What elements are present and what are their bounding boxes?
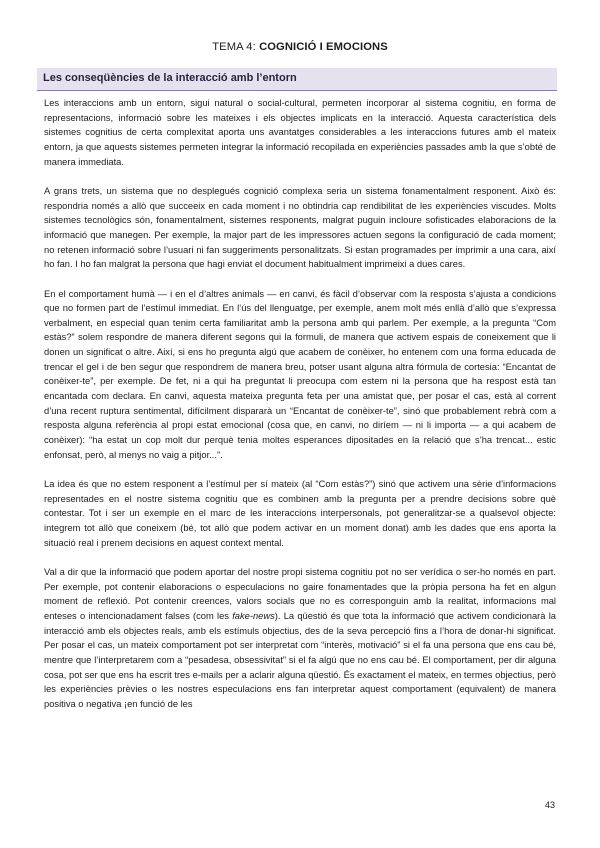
paragraph-5 — [44, 565, 556, 712]
chapter-header — [0, 41, 600, 53]
section-title: Les conseqüències de la interacció amb l’entorn — [43, 72, 297, 84]
body-text — [44, 96, 556, 726]
paragraph-3: En el comportament humà — i en el d’altres animals — en canvi, és fàcil d’observar com la resposta s’ajusta a condicions que no formen part de l’estímul immediat. En l’ús del llenguatge, per exemple, anem molt més enllà d’allò que s’expressa verbalment, en especial quan tenim certa familiaritat amb la persona amb qui parlem. Per exemple, a la pregunta “Com estàs?” solem respondre de manera diferent segons qui la formuli, de manera que activem espais de coneixement que li donen un significat o altre. Així, si ens ho pregunta algú que acabem de conèixer, ho entenem com una forma educada de trencar el gel i de ben segur que respondrem de manera breu, potser usant alguna altra fórmula de cortesia: “Encantat de conèixer-te”, per exemple. De fet, ni a qui ha preguntat li preocupa com estem ni la persona que ha respost està tan encantada com declara. En canvi, aquesta mateixa pregunta feta per una amistat que, per posar el cas, està al corrent d’una recent ruptura sentimental, difícilment dispararà un “Encantat de conèixer-te”, sinó que probablement rebrà com a resposta alguna referència al propi estat emocional (cosa que, en canvi, no diríem — ni li importa — a qui acabem de conèixer): “ha estat un cop molt dur perquè tenia moltes esperances dipositades en la relació que s’ha trencat... estic enfonsat, però, al menys no vaig a pitjor...”. — [44, 288, 556, 460]
paragraph-4: La idea és que no estem responent a l’estímul per sí mateix (al “Com estàs?”) sinó que activem una sèrie d’informacions representades en el nostre sistema cognitiu que es combinen amb la pregunta per a prendre decisions sobre què contestar. Tot i ser un exemple en el marc de les interaccions interpersonals, pot generalitzar-se a qualsevol objecte: integrem tot allò que coneixem (bé, tot allò que podem activar en un moment donat) amb les dades que ens aporta la situació real i prenem decisions en aquest context mental. — [44, 479, 556, 548]
paragraph-2: A grans trets, un sistema que no desplegués cognició complexa seria un sistema fonamentalment responent. Això és: respondria només a allò que succeeix en cada moment i no obtindria cap rendibilitat de les experiències viscudes. Molts sistemes tecnològics són, fonamentalment, sistemes responents, malgrat puguin incloure sofisticades elaboracions de la informació que manegen. Per exemple, la major part de les impressores actuen segons la configuració de cada moment; no retenen informació sobre l’usuari ni fan suggeriments personalitzats. Si estan programades per imprimir a una cara, així ho fan. I ho fan malgrat la persona que hagi enviat el document habitualment imprimeixi a dues cares. — [44, 185, 556, 270]
paragraph-5-part-b: ). La qüestió és que tota la informació que activem condicionarà la interacció amb els objectes reals, amb els estímuls objectius, des de la seva percepció fins a l’hora de donar-hi significat. Per posar el cas, un mateix comportament pot ser interpretat com “interès, motivació” si el fa una persona que ens cau bé, mentre que l’interpretarem com a “pesadesa, obsessivitat” si el fa algú que no ens cau bé. El comportament, per dir alguna cosa, pot ser que ens ha escrit tres e-mails per a aclarir alguna qüestió. És exactament el mateix, en termes objectius, però les experiències prèvies o les nostres especulacions ens fan interpretar aquest comportament (equivalent) de manera positiva o negativa ¡en funció de les — [44, 610, 556, 709]
page-number: 43 — [544, 800, 555, 810]
fake-news-term: fake-news — [232, 610, 275, 621]
paragraph-1: Les interaccions amb un entorn, sigui natural o social-cultural, permeten incorporar al sistema cognitiu, en forma de representacions, informació sobre les mateixes i els objectes implicats en la interacció. Aquesta característica dels sistemes cognitius de certa complexitat aporta uns avantatges considerables a les interaccions futures amb el mateix entorn, ja que aquests sistemes permeten integrar la informació recopilada en experiències passades amb la que s’obté de manera immediata. — [44, 98, 556, 167]
section-heading-bar — [37, 68, 557, 91]
chapter-title: COGNICIÓ I EMOCIONS — [259, 41, 388, 53]
chapter-prefix: TEMA 4: — [212, 41, 256, 53]
paragraph-5-part-a: Val a dir que la informació que podem aportar del nostre propi sistema cognitiu pot no ser verídica o ser-ho només en part. Per exemple, pot contenir elaboracions o especulacions no gaire fonamentades que la pròpia persona ha fet en algun moment de reflexió. Pot contenir creences, valors socials que no es corresponguin amb la realitat, informacions mal enteses o intencionadament falses (com les — [44, 566, 556, 621]
